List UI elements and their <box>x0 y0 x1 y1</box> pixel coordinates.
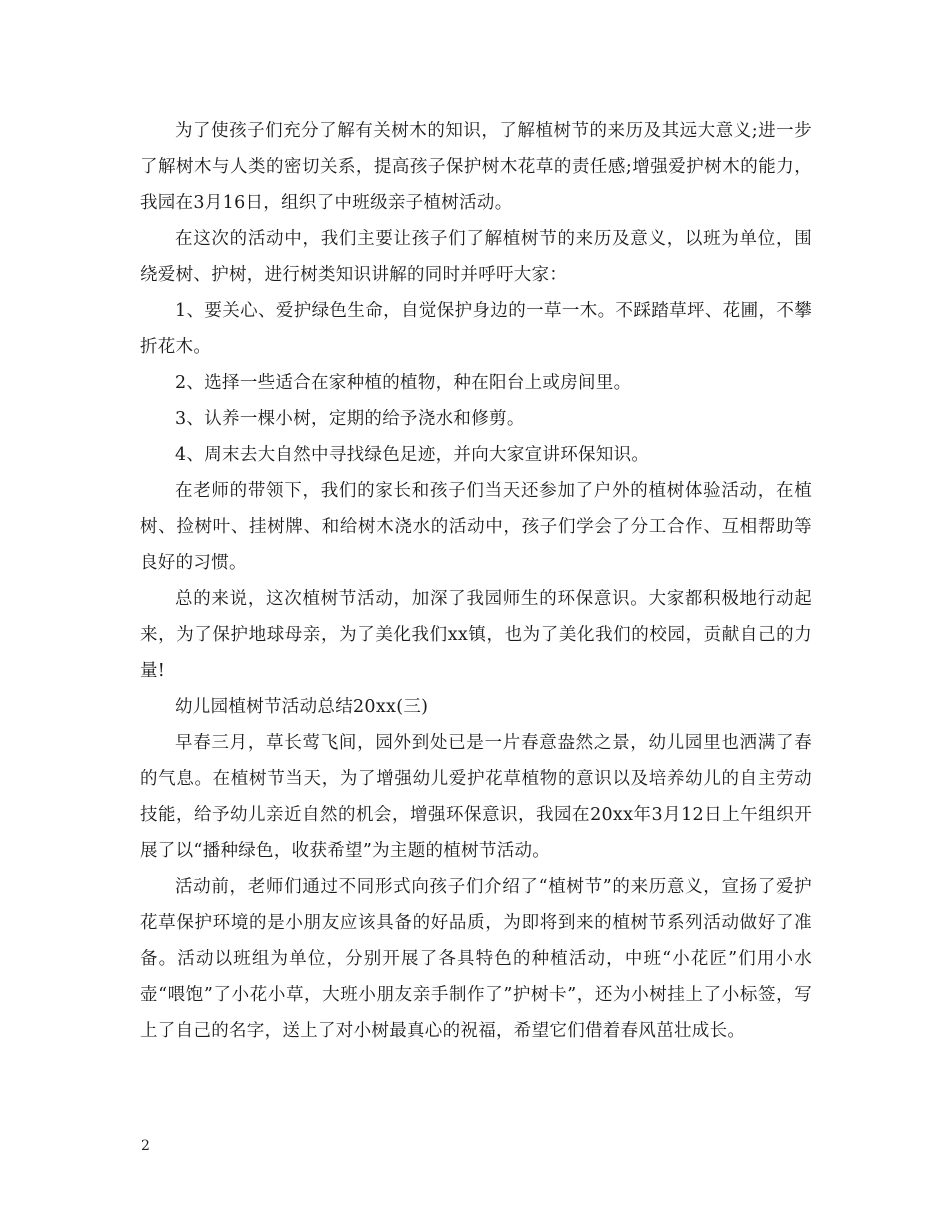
list-item-4: 4、周末去大自然中寻找绿色足迹，并向大家宣讲环保知识。 <box>175 445 650 465</box>
page-number: 2 <box>141 1138 150 1154</box>
paragraph-summary: 总的来说，这次植树节活动，加深了我园师生的环保意识。大家都积极地行动起来，为了保护地球母亲，为了美化我们xx镇，也为了美化我们的校园，贡献自己的力量! <box>140 589 812 681</box>
paragraph-intro: 为了使孩子们充分了解有关树木的知识，了解植树节的来历及其远大意义;进一步了解树木与人类的密切关系，提高孩子保护树木花草的责任感;增强爱护树木的能力，我园在3月16日，组织了中班级亲子植树活动。 <box>140 121 812 213</box>
list-item-2: 2、选择一些适合在家种植的植物，种在阳台上或房间里。 <box>175 373 632 393</box>
paragraph-preparation: 活动前，老师们通过不同形式向孩子们介绍了“植树节”的来历意义，宣扬了爱护花草保护环境的是小朋友应该具备的好品质，为即将到来的植树节系列活动做好了准备。活动以班组为单位，分别开展了各具特色的种植活动，中班“小花匠”们用小水壶“喂饱”了小花小草，大班小朋友亲手制作了”护树卡”，还为小树挂上了小标签，写上了自己的名字，送上了对小树最真心的祝福，希望它们借着春风茁壮成长。 <box>140 877 812 1041</box>
section-heading: 幼儿园植树节活动总结20xx(三) <box>175 697 429 717</box>
list-item-3: 3、认养一棵小树，定期的给予浇水和修剪。 <box>175 409 525 429</box>
paragraph-activity-overview: 在这次的活动中，我们主要让孩子们了解植树节的来历及意义，以班为单位，围绕爱树、护树，进行树类知识讲解的同时并呼吁大家： <box>140 229 812 285</box>
list-item-1: 1、要关心、爱护绿色生命，自觉保护身边的一草一木。不踩踏草坪、花圃，不攀折花木。 <box>140 301 812 357</box>
paragraph-early-spring: 早春三月，草长莺飞间，园外到处已是一片春意盎然之景，幼儿园里也洒满了春的气息。在植树节当天，为了增强幼儿爱护花草植物的意识以及培养幼儿的自主劳动技能，给予幼儿亲近自然的机会，增强环保意识，我园在20xx年3月12日上午组织开展了以“播种绿色，收获希望”为主题的植树节活动。 <box>140 733 812 861</box>
document-body <box>140 113 812 1049</box>
paragraph-outdoor-activity: 在老师的带领下，我们的家长和孩子们当天还参加了户外的植树体验活动，在植树、捡树叶、挂树牌、和给树木浇水的活动中，孩子们学会了分工合作、互相帮助等良好的习惯。 <box>140 481 812 573</box>
